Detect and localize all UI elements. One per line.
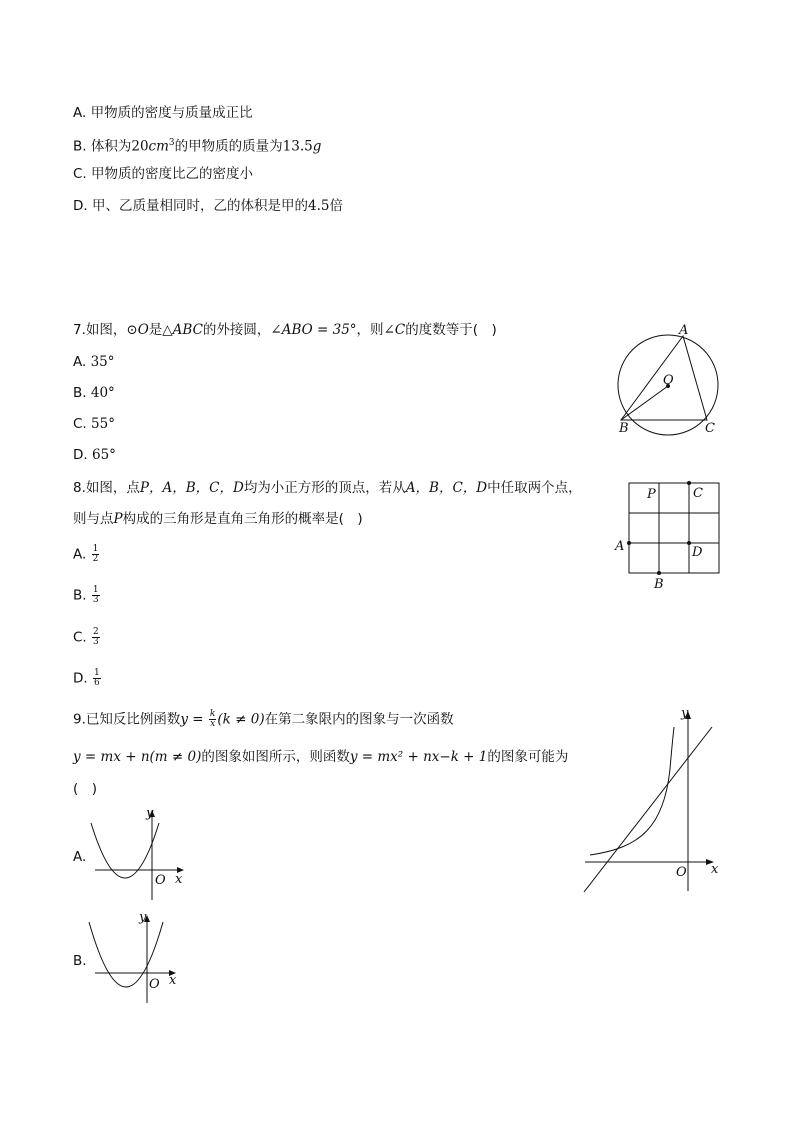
stem-text: 是 xyxy=(148,322,163,338)
label-o: O xyxy=(676,865,687,880)
q8-stem-line1 xyxy=(73,479,582,497)
point-list: P，A，B，C，D xyxy=(139,480,244,496)
volume-value: 20 xyxy=(131,138,149,155)
option-label: C. xyxy=(73,166,87,182)
label-b: B xyxy=(619,421,629,436)
numerator: 1 xyxy=(92,544,99,554)
option-text-pre: 体积为 xyxy=(90,138,132,155)
q9-answer-paren xyxy=(73,780,97,798)
label-o: O xyxy=(149,977,160,992)
q7-option-a xyxy=(73,353,115,371)
function-lhs: y = xyxy=(180,711,204,728)
q7-stem xyxy=(73,321,497,339)
q8-option-d xyxy=(73,669,102,688)
option-label: B. xyxy=(73,953,87,969)
label-y: y xyxy=(146,806,154,821)
angle-c: ∠C xyxy=(383,322,406,338)
stem-text: ，则 xyxy=(356,322,384,338)
stem-text: 如图，点 xyxy=(85,480,140,496)
q6-option-c xyxy=(73,165,253,183)
option-label: A. xyxy=(73,546,87,563)
option-text: 甲物质的密度比乙的密度小 xyxy=(91,166,254,182)
label-x: x xyxy=(711,862,719,877)
label-y: y xyxy=(139,910,147,925)
grid-border xyxy=(629,483,719,573)
numerator: k xyxy=(209,709,216,719)
fraction xyxy=(92,628,100,647)
stem-text: 的图象可能为 xyxy=(487,749,569,765)
volume-unit: cm xyxy=(148,138,169,155)
option-label: A. xyxy=(73,354,87,370)
angle-equation: ∠ABO = 35° xyxy=(270,322,357,338)
question-number: 7. xyxy=(73,322,86,338)
stem-text: 均为小正方形的顶点，若从 xyxy=(243,480,406,496)
triangle-abc: △ABC xyxy=(162,322,203,338)
q9-option-a-figure xyxy=(85,805,195,905)
q9-main-figure xyxy=(580,705,730,895)
mass-unit: g xyxy=(312,138,322,155)
label-p: P xyxy=(647,487,656,502)
q7-option-b xyxy=(73,384,115,402)
question-number: 9. xyxy=(73,711,86,728)
linear-graph xyxy=(584,727,712,892)
label-d: D xyxy=(692,545,703,560)
option-text-pre: 甲、乙质量相同时，乙的体积是甲的 xyxy=(91,198,308,214)
option-value: 35° xyxy=(90,354,115,370)
label-x: x xyxy=(175,872,183,887)
label-a: A xyxy=(615,539,625,554)
q8-stem-line2 xyxy=(73,510,363,528)
fraction xyxy=(93,669,101,688)
q9-stem-line1 xyxy=(73,710,454,729)
stem-text: 的度数等于( ) xyxy=(405,322,497,338)
label-o: O xyxy=(155,873,166,888)
point-p: P xyxy=(113,511,123,527)
numerator: 1 xyxy=(92,585,99,595)
stem-text: 已知反比例函数 xyxy=(85,711,181,728)
stem-text: 如图， xyxy=(85,322,127,338)
volume-exponent: 3 xyxy=(168,138,175,148)
fraction xyxy=(92,586,100,605)
label-o: O xyxy=(663,373,674,388)
q8-option-b xyxy=(73,586,101,605)
option-label: D. xyxy=(73,670,88,687)
numerator: 2 xyxy=(93,627,99,637)
q8-option-c xyxy=(73,628,101,647)
condition: (k ≠ 0) xyxy=(217,711,265,728)
q6-option-b xyxy=(73,134,321,156)
q7-option-d xyxy=(73,446,116,464)
point-o: O xyxy=(137,322,149,338)
question-number: 8. xyxy=(73,480,86,496)
option-text: 甲物质的密度与质量成正比 xyxy=(90,105,253,121)
stem-text: 在第二象限内的图象与一次函数 xyxy=(264,711,454,728)
denominator: 3 xyxy=(92,595,99,605)
option-label: D. xyxy=(73,198,88,214)
option-label: B. xyxy=(73,385,87,401)
numerator: 1 xyxy=(93,668,100,678)
q9-stem-line2 xyxy=(73,748,568,766)
circle-symbol: ⊙ xyxy=(126,322,138,338)
denominator: 2 xyxy=(92,554,99,564)
q6-option-a xyxy=(73,104,253,122)
stem-text: 的图象如图所示，则函数 xyxy=(201,749,350,765)
label-b: B xyxy=(654,577,664,592)
option-text-mid: 的甲物质的质量为 xyxy=(174,138,283,155)
stem-text: 中任取两个点， xyxy=(487,480,582,496)
q9-option-b-figure xyxy=(85,908,195,1008)
label-a: A xyxy=(679,323,689,338)
option-label: B. xyxy=(73,138,87,155)
ratio-value: 4.5 xyxy=(307,198,330,214)
q6-option-d xyxy=(73,197,343,215)
point-d-dot xyxy=(687,541,691,545)
option-label: C. xyxy=(73,416,87,432)
denominator: 6 xyxy=(93,678,100,688)
q7-option-c xyxy=(73,415,115,433)
stem-text: 则与点 xyxy=(73,511,114,527)
point-list: A，B，C，D xyxy=(405,480,488,496)
stem-text: 构成的三角形是直角三角形的概率是( ) xyxy=(122,511,363,527)
fraction xyxy=(92,545,100,564)
q8-grid-figure xyxy=(610,478,730,593)
point-a-dot xyxy=(627,541,631,545)
option-text-post: 倍 xyxy=(329,198,343,214)
label-y: y xyxy=(681,706,689,721)
segment-bo xyxy=(621,386,668,420)
mass-value: 13.5 xyxy=(282,138,313,155)
option-label: A. xyxy=(73,105,87,121)
option-label: A. xyxy=(73,849,87,865)
option-value: 65° xyxy=(91,447,116,463)
option-value: 40° xyxy=(90,385,115,401)
fraction-k-over-x xyxy=(209,710,216,729)
quadratic-function: y = mx² + nx−k + 1 xyxy=(349,749,488,765)
label-c: C xyxy=(705,421,715,436)
option-value: 55° xyxy=(91,416,115,432)
option-label: C. xyxy=(73,629,87,646)
option-label: D. xyxy=(73,447,88,463)
denominator: 3 xyxy=(93,637,99,647)
label-c: C xyxy=(693,486,703,501)
option-label: B. xyxy=(73,587,87,604)
hyperbola-graph xyxy=(590,727,674,855)
point-c-dot xyxy=(687,481,691,485)
label-x: x xyxy=(169,973,177,988)
q8-option-a xyxy=(73,545,100,564)
point-b-dot xyxy=(657,571,661,575)
answer-blank: ( ) xyxy=(73,781,98,797)
denominator: x xyxy=(210,719,216,729)
linear-function: y = mx + n(m ≠ 0) xyxy=(73,749,202,765)
q7-circle-figure xyxy=(610,320,730,440)
stem-text: 的外接圆， xyxy=(202,322,271,338)
